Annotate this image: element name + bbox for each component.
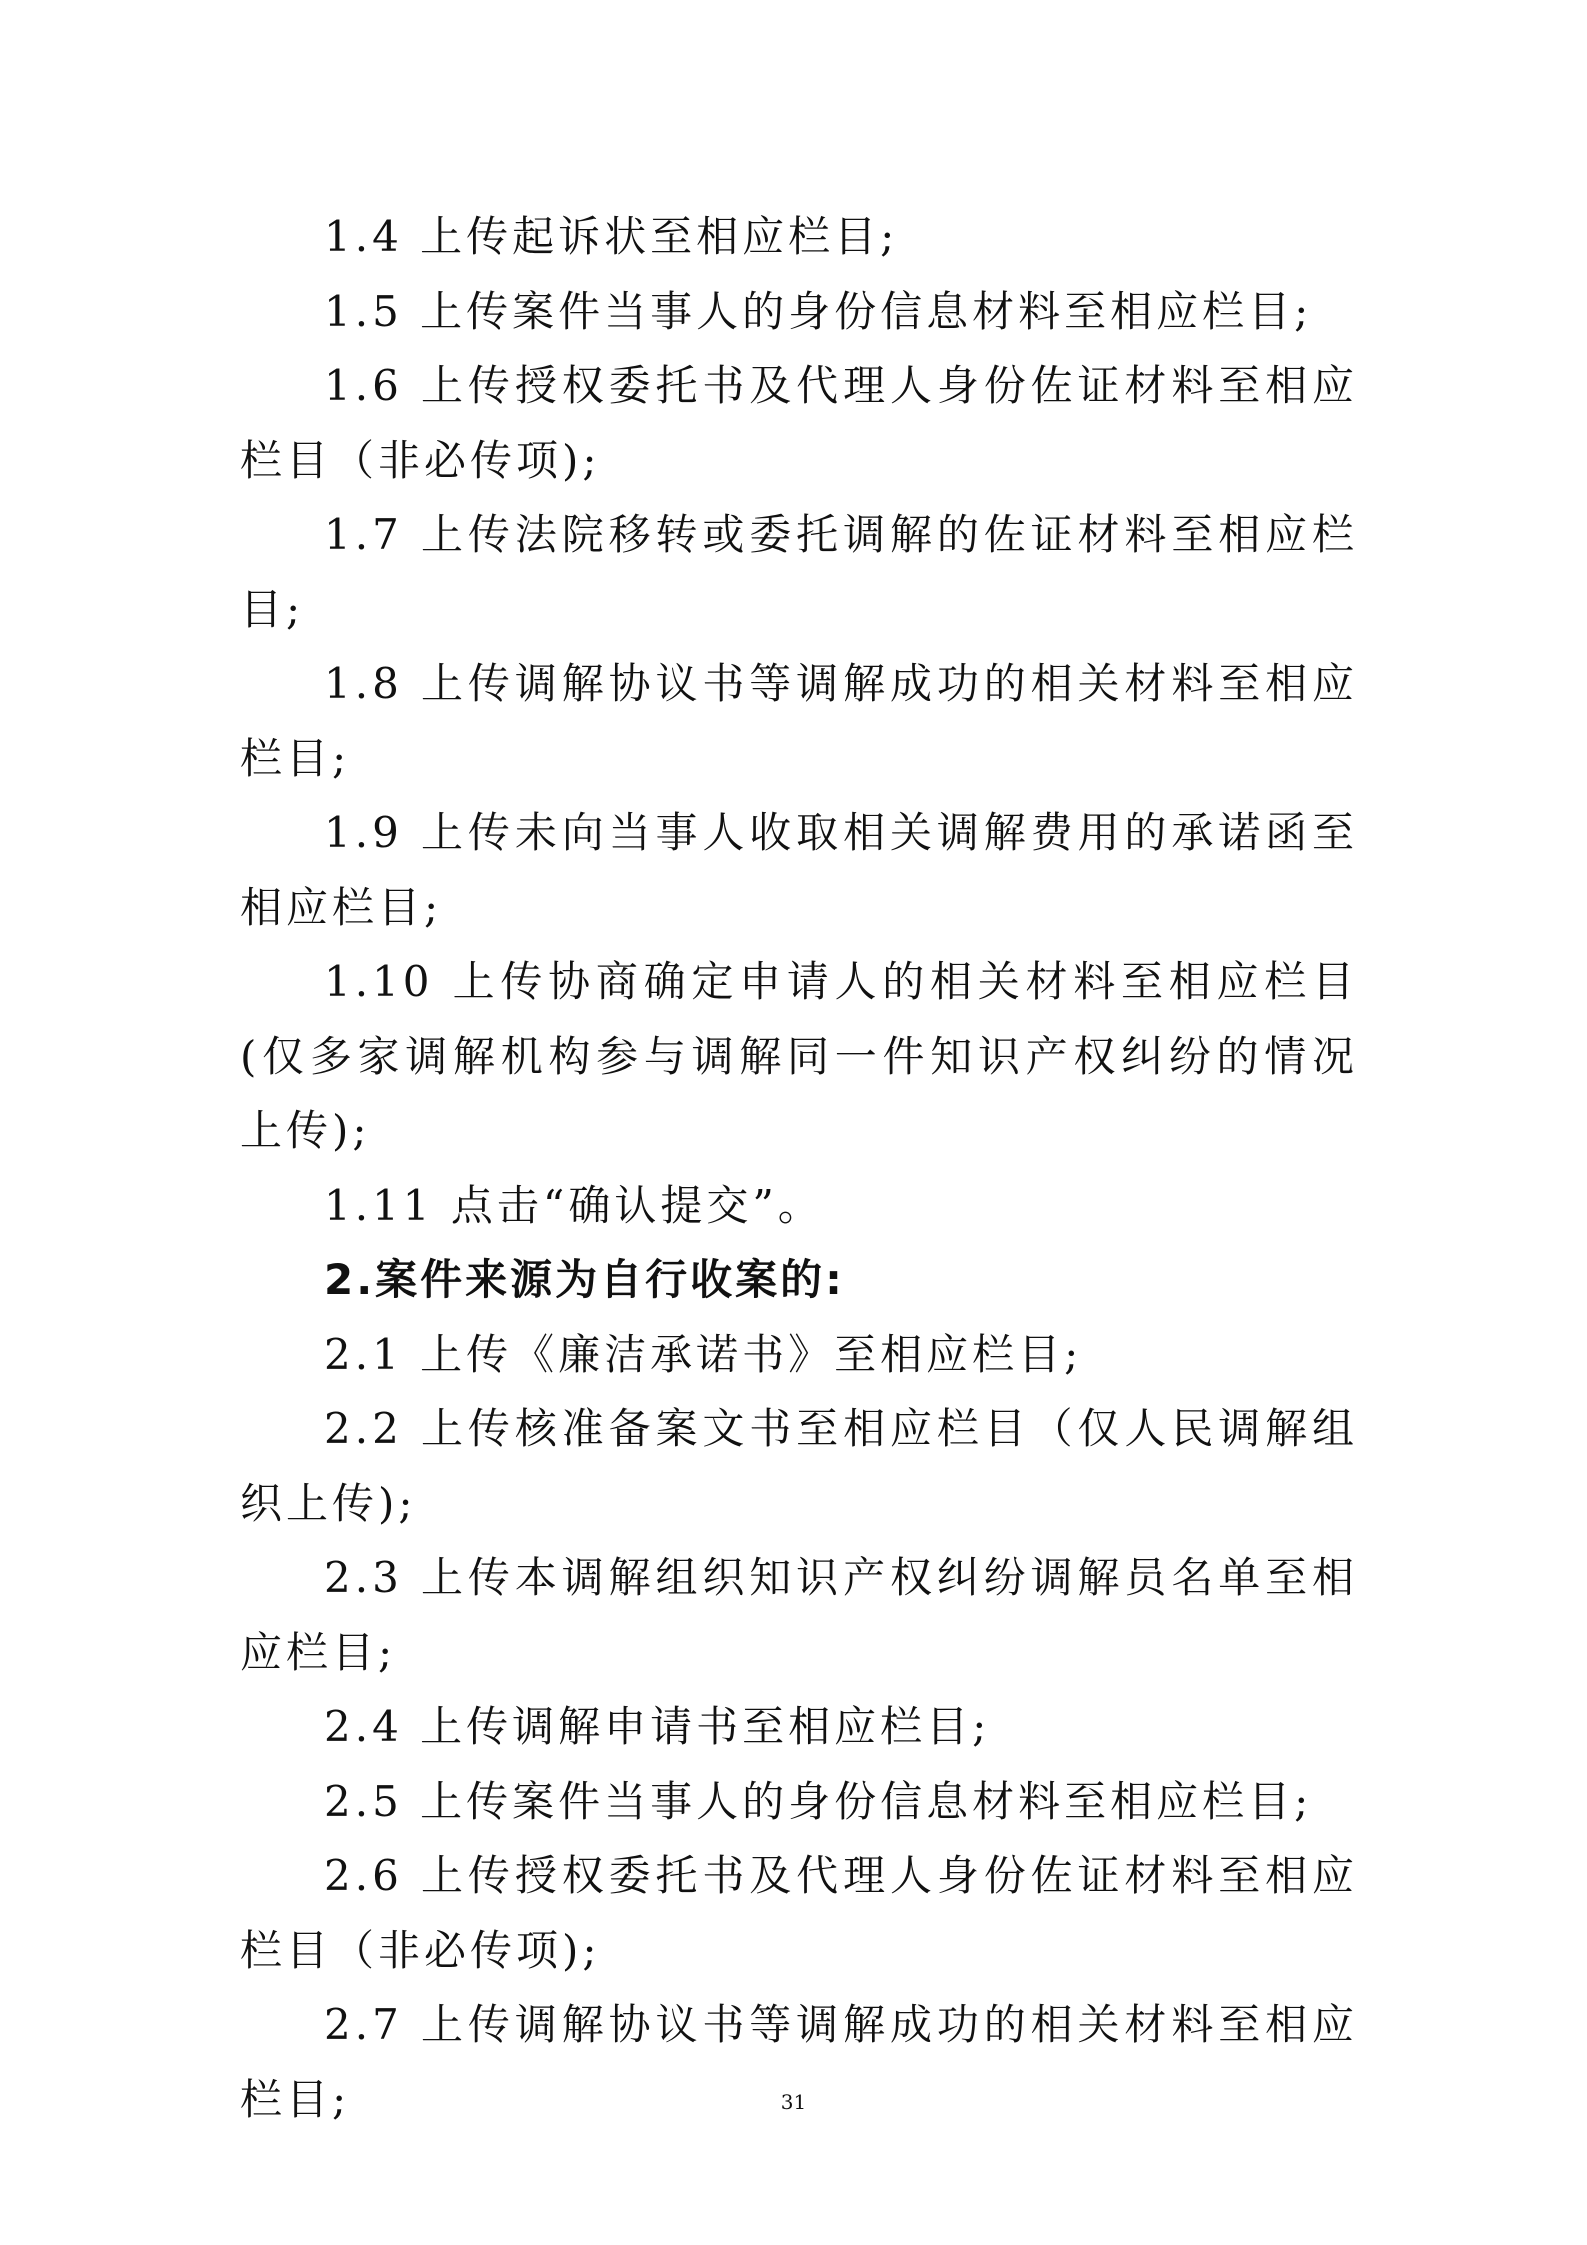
paragraph-2-4: 2.4 上传调解申请书至相应栏目; bbox=[324, 1702, 991, 1751]
paragraph-2-3: 2.3 上传本调解组织知识产权纠纷调解员名单至相应栏目; bbox=[240, 1553, 1358, 1677]
paragraph-1-11: 1.11 点击“确认提交”。 bbox=[324, 1180, 824, 1230]
paragraph-1-6: 1.6 上传授权委托书及代理人身份佐证材料至相应栏目（非必传项); bbox=[240, 361, 1358, 485]
page-number: 31 bbox=[780, 2090, 807, 2114]
paragraph-2-7: 2.7 上传调解协议书等调解成功的相关材料至相应栏目; bbox=[240, 2000, 1358, 2124]
paragraph-1-4: 1.4 上传起诉状至相应栏目; bbox=[324, 212, 899, 261]
paragraph-1-5: 1.5 上传案件当事人的身份信息材料至相应栏目; bbox=[324, 286, 1313, 336]
paragraph-2-1: 2.1 上传《廉洁承诺书》至相应栏目; bbox=[324, 1329, 1083, 1379]
paragraph-1-9: 1.9 上传未向当事人收取相关调解费用的承诺函至相应栏目; bbox=[240, 808, 1358, 932]
section-heading-2: 2.案件来源为自行收案的: bbox=[324, 1255, 845, 1304]
paragraph-1-7: 1.7 上传法院移转或委托调解的佐证材料至相应栏目; bbox=[240, 510, 1358, 634]
paragraph-2-5: 2.5 上传案件当事人的身份信息材料至相应栏目; bbox=[324, 1776, 1313, 1826]
paragraph-1-10: 1.10 上传协商确定申请人的相关材料至相应栏目(仅多家调解机构参与调解同一件知识产权纠纷的情况上传); bbox=[240, 957, 1358, 1155]
paragraph-2-2: 2.2 上传核准备案文书至相应栏目（仅人民调解组织上传); bbox=[240, 1404, 1358, 1528]
paragraph-2-6: 2.6 上传授权委托书及代理人身份佐证材料至相应栏目（非必传项); bbox=[240, 1851, 1358, 1975]
document-body bbox=[240, 200, 1358, 2137]
paragraph-1-8: 1.8 上传调解协议书等调解成功的相关材料至相应栏目; bbox=[240, 659, 1358, 783]
